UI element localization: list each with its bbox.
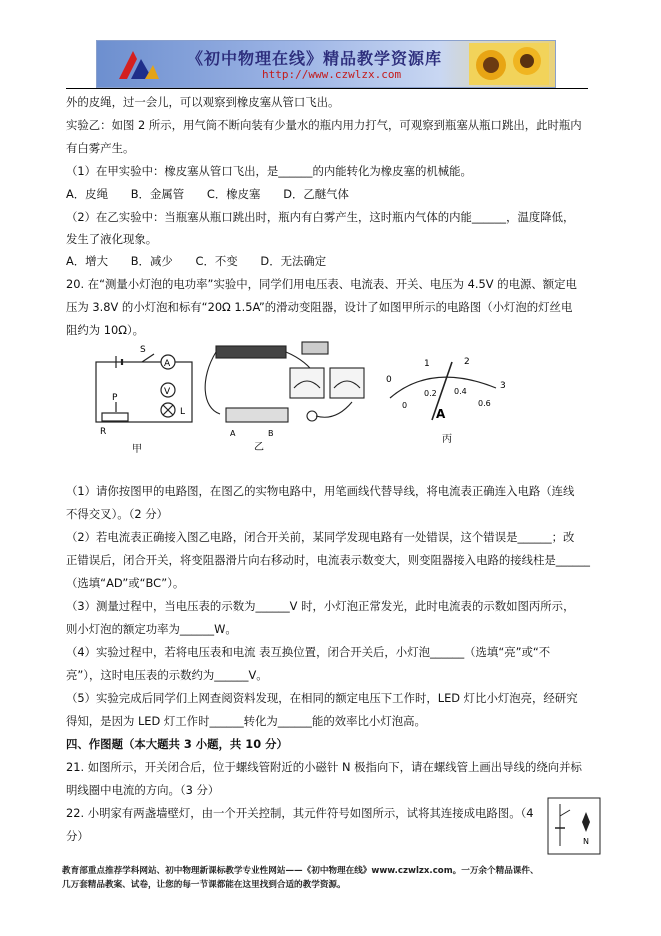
text-line: 正错误后，闭合开关，将变阻器滑片向右移动时，电流表示数变大，则变阻器接入电路的接线柱是______ — [66, 553, 590, 567]
label-s: S — [140, 345, 146, 355]
text-line: 有白雾产生。 — [66, 141, 135, 155]
section-heading: 四、作图题（本大题共 3 小题，共 10 分） — [66, 737, 288, 751]
label-p: P — [112, 393, 118, 403]
text-line: 发生了液化现象。 — [66, 232, 158, 246]
question-line: 21. 如图所示，开关闭合后，位于螺线管附近的小磁针 N 极指向下，请在螺线管上画出导线的绕向并标 — [66, 760, 582, 774]
header-rule — [66, 88, 588, 89]
svg-text:B: B — [268, 429, 274, 438]
text-line: 得知，是因为 LED 灯工作时______转化为______能的效率比小灯泡高。 — [66, 714, 426, 728]
solenoid-compass-figure — [546, 796, 602, 856]
text-line: 实验乙：如图 2 所示，用气筒不断向装有少量水的瓶内用力打气，可观察到瓶塞从瓶口跳出，此时瓶内 — [66, 118, 582, 132]
options-line: A．增大 B．减少 C．不变 D．无法确定 — [66, 254, 327, 268]
question-line: （4）实验过程中，若将电压表和电流 表互换位置，闭合开关后，小灯泡______（选填“亮”或“不 — [66, 645, 551, 659]
footer-line-1: 教育部重点推荐学科网站、初中物理新课标教学专业性网站——《初中物理在线》www.czwlzx.com。一万余个精品课件、 — [62, 866, 539, 876]
physical-circuit-yi — [205, 342, 364, 422]
text-line: 外的皮绳，过一会儿，可以观察到橡皮塞从管口飞出。 — [66, 95, 340, 109]
question-line: （3）测量过程中，当电压表的示数为______V 时，小灯泡正常发光，此时电流表的示数如图丙所示， — [66, 599, 575, 613]
compass-n-label: N — [583, 837, 589, 846]
text-line: 亮”），这时电压表的示数约为______V。 — [66, 668, 268, 682]
label-a: A — [164, 359, 171, 369]
circuit-diagram-jia — [96, 354, 192, 422]
header-title: 《初中物理在线》精品教学资源库 — [187, 49, 443, 68]
text-line: 则小灯泡的额定功率为______W。 — [66, 622, 237, 636]
question-line: （5）实验完成后同学们上网查阅资料发现，在相同的额定电压下工作时，LED 灯比小灯泡亮，经研究 — [66, 691, 578, 705]
meter-letter: A — [436, 407, 446, 421]
text-line: （选填“AD”或“BC”）。 — [66, 576, 185, 590]
question-line: （2）在乙实验中：当瓶塞从瓶口跳出时，瓶内有白雾产生，这时瓶内气体的内能______，温度降低， — [66, 210, 575, 224]
header-banner — [96, 40, 556, 88]
question-line: （1）在甲实验中：橡皮塞从管口飞出，是______的内能转化为橡皮塞的机械能。 — [66, 164, 472, 178]
figure-label-bing: 丙 — [442, 434, 452, 445]
question-line: 20. 在“测量小灯泡的电功率”实验中，同学们用电压表、电流表、开关、电压为 4.5V 的电源、额定电 — [66, 277, 577, 291]
text-line: 明线圈中电流的方向。（3 分） — [66, 783, 220, 797]
scale-bottom-0: 0 — [402, 401, 408, 410]
circuit-figures — [80, 338, 520, 458]
question-line: 22. 小明家有两盏墙壁灯，由一个开关控制，其元件符号如图所示，试将其连接成电路图。（4 — [66, 806, 534, 820]
question-line: （1）请你按图甲的电路图，在图乙的实物电路中，用笔画线代替导线，将电流表正确连入电路（连线 — [66, 484, 575, 498]
question-line: （2）若电流表正确接入图乙电路，闭合开关前，某同学发现电路有一处错误，这个错误是______；改 — [66, 530, 575, 544]
scale-top-3: 3 — [500, 381, 506, 391]
label-v: V — [164, 387, 171, 397]
compass-needle-icon — [582, 812, 590, 832]
scale-top-1: 1 — [424, 359, 430, 369]
label-r: R — [100, 427, 107, 437]
svg-text:A: A — [230, 429, 236, 438]
header-url[interactable]: http://www.czwlzx.com — [262, 68, 402, 81]
label-l: L — [180, 407, 186, 417]
scale-top-2: 2 — [464, 357, 470, 367]
text-line: 压为 3.8V 的小灯泡和标有“20Ω 1.5A”的滑动变阻器，设计了如图甲所示的电路图（小灯泡的灯丝电 — [66, 300, 573, 314]
scale-bottom-2: 0.4 — [454, 387, 467, 396]
scale-bottom-1: 0.2 — [424, 389, 437, 398]
figure-label-yi: 乙 — [254, 442, 264, 453]
footer-line-2: 几万套精品教案、试卷，让您的每一节课都能在这里找到合适的教学资源。 — [62, 880, 346, 890]
site-logo-icon — [111, 45, 163, 83]
text-line: 阻约为 10Ω）。 — [66, 323, 145, 337]
scale-bottom-3: 0.6 — [478, 399, 491, 408]
figure-label-jia: 甲 — [132, 444, 142, 455]
text-line: 不得交叉）。（2 分） — [66, 507, 168, 521]
sunflower-image-icon — [469, 43, 549, 85]
scale-top-0: 0 — [386, 375, 392, 385]
text-line: 分） — [66, 829, 89, 843]
options-line: A．皮绳 B．金属管 C．橡皮塞 D．乙醚气体 — [66, 187, 349, 201]
